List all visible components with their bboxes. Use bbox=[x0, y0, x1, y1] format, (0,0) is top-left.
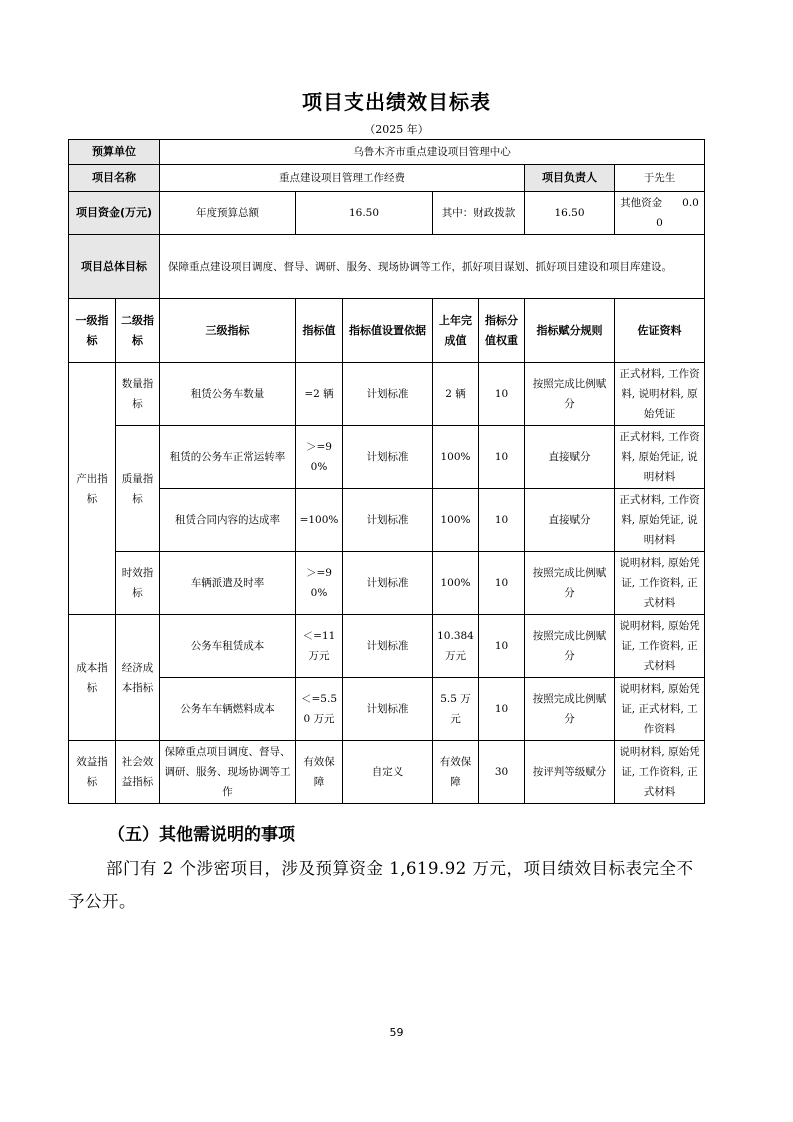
indicator-rule: 按照完成比例赋分 bbox=[525, 678, 615, 741]
col-level2: 二级指标 bbox=[116, 299, 160, 363]
table-row bbox=[69, 489, 705, 552]
performance-table bbox=[68, 139, 705, 804]
indicator-value: ＞=90% bbox=[296, 552, 343, 615]
indicator-rule: 按照完成比例赋分 bbox=[525, 615, 615, 678]
indicator-name: 租赁合同内容的达成率 bbox=[160, 489, 296, 552]
col-evidence: 佐证资料 bbox=[615, 299, 705, 363]
level2-quality: 质量指标 bbox=[116, 426, 160, 552]
indicator-name: 公务车车辆燃料成本 bbox=[160, 678, 296, 741]
fiscal-label: 其中：财政拨款 bbox=[433, 192, 525, 235]
project-goal-value: 保障重点建设项目调度、督导、调研、服务、现场协调等工作，抓好项目谋划、抓好项目建设和项目库建设。 bbox=[160, 235, 705, 299]
indicator-weight: 10 bbox=[479, 363, 525, 426]
table-row bbox=[69, 426, 705, 489]
indicator-basis: 计划标准 bbox=[343, 363, 433, 426]
indicator-rule: 直接赋分 bbox=[525, 426, 615, 489]
indicator-weight: 10 bbox=[479, 552, 525, 615]
budget-unit-value: 乌鲁木齐市重点建设项目管理中心 bbox=[160, 140, 705, 165]
indicator-last: 有效保障 bbox=[433, 741, 479, 804]
indicator-last: 100% bbox=[433, 426, 479, 489]
level1-output: 产出指标 bbox=[69, 363, 116, 615]
indicator-basis: 计划标准 bbox=[343, 426, 433, 489]
col-last-year: 上年完成值 bbox=[433, 299, 479, 363]
indicator-evidence: 正式材料, 工作资料, 原始凭证, 说明材料 bbox=[615, 489, 705, 552]
project-funds-label: 项目资金(万元) bbox=[69, 192, 160, 235]
indicator-basis: 计划标准 bbox=[343, 678, 433, 741]
indicator-rule: 直接赋分 bbox=[525, 489, 615, 552]
indicator-last: 5.5 万元 bbox=[433, 678, 479, 741]
indicator-weight: 10 bbox=[479, 489, 525, 552]
indicator-rule: 按照完成比例赋分 bbox=[525, 363, 615, 426]
indicator-basis: 计划标准 bbox=[343, 552, 433, 615]
other-funds-label-value bbox=[615, 192, 705, 235]
indicator-basis: 计划标准 bbox=[343, 489, 433, 552]
table-row bbox=[69, 552, 705, 615]
indicator-evidence: 说明材料, 原始凭证, 工作资料, 正式材料 bbox=[615, 615, 705, 678]
indicator-evidence: 说明材料, 原始凭证, 正式材料, 工作资料 bbox=[615, 678, 705, 741]
level2-timeliness: 时效指标 bbox=[116, 552, 160, 615]
fiscal-value: 16.50 bbox=[525, 192, 615, 235]
table-row bbox=[69, 678, 705, 741]
indicator-value: ＜=5.50 万元 bbox=[296, 678, 343, 741]
section-heading: （五）其他需说明的事项 bbox=[108, 825, 295, 845]
col-basis: 指标值设置依据 bbox=[343, 299, 433, 363]
page-number: 59 bbox=[389, 1026, 404, 1039]
project-name-label: 项目名称 bbox=[69, 165, 160, 192]
col-value: 指标值 bbox=[296, 299, 343, 363]
col-level3: 三级指标 bbox=[160, 299, 296, 363]
indicator-value: =2 辆 bbox=[296, 363, 343, 426]
indicator-weight: 10 bbox=[479, 615, 525, 678]
project-name-value: 重点建设项目管理工作经费 bbox=[160, 165, 525, 192]
indicator-name: 公务车租赁成本 bbox=[160, 615, 296, 678]
year-label: （2025 年） bbox=[364, 123, 429, 136]
table-row bbox=[69, 615, 705, 678]
table-row bbox=[69, 363, 705, 426]
level2-economic: 经济成本指标 bbox=[116, 615, 160, 741]
level2-quantity: 数量指标 bbox=[116, 363, 160, 426]
indicator-name: 租赁的公务车正常运转率 bbox=[160, 426, 296, 489]
indicator-last: 2 辆 bbox=[433, 363, 479, 426]
table-row bbox=[69, 741, 705, 804]
indicator-evidence: 说明材料, 原始凭证, 工作资料, 正式材料 bbox=[615, 741, 705, 804]
indicator-value: ＜=11 万元 bbox=[296, 615, 343, 678]
level1-benefit: 效益指标 bbox=[69, 741, 116, 804]
body-paragraph: 部门有 2 个涉密项目，涉及预算资金 1,619.92 万元，项目绩效目标表完全不予公开。 bbox=[68, 859, 694, 911]
indicator-last: 100% bbox=[433, 552, 479, 615]
indicator-weight: 10 bbox=[479, 678, 525, 741]
indicator-name: 租赁公务车数量 bbox=[160, 363, 296, 426]
indicator-value: 有效保障 bbox=[296, 741, 343, 804]
other-funds-value: 0.00 bbox=[656, 197, 699, 229]
level1-cost: 成本指标 bbox=[69, 615, 116, 741]
indicator-weight: 10 bbox=[479, 426, 525, 489]
indicator-value: ＞=90% bbox=[296, 426, 343, 489]
page-title: 项目支出绩效目标表 bbox=[302, 90, 491, 114]
indicator-evidence: 说明材料, 原始凭证, 工作资料, 正式材料 bbox=[615, 552, 705, 615]
indicator-last: 10.384 万元 bbox=[433, 615, 479, 678]
project-leader-label: 项目负责人 bbox=[525, 165, 615, 192]
other-funds-label: 其他资金 bbox=[620, 197, 663, 209]
indicator-rule: 按照完成比例赋分 bbox=[525, 552, 615, 615]
col-weight: 指标分值权重 bbox=[479, 299, 525, 363]
indicator-evidence: 正式材料, 工作资料, 说明材料, 原始凭证 bbox=[615, 363, 705, 426]
col-level1: 一级指标 bbox=[69, 299, 116, 363]
indicator-weight: 30 bbox=[479, 741, 525, 804]
indicator-last: 100% bbox=[433, 489, 479, 552]
indicator-evidence: 正式材料, 工作资料, 原始凭证, 说明材料 bbox=[615, 426, 705, 489]
col-rule: 指标赋分规则 bbox=[525, 299, 615, 363]
indicator-rule: 按评判等级赋分 bbox=[525, 741, 615, 804]
project-goal-label: 项目总体目标 bbox=[69, 235, 160, 299]
level2-social: 社会效益指标 bbox=[116, 741, 160, 804]
budget-unit-label: 预算单位 bbox=[69, 140, 160, 165]
indicator-name: 保障重点项目调度、督导、调研、服务、现场协调等工作 bbox=[160, 741, 296, 804]
annual-total-value: 16.50 bbox=[296, 192, 433, 235]
indicator-value: =100% bbox=[296, 489, 343, 552]
indicator-basis: 计划标准 bbox=[343, 615, 433, 678]
annual-total-label: 年度预算总额 bbox=[160, 192, 296, 235]
indicator-basis: 自定义 bbox=[343, 741, 433, 804]
project-leader-value: 于先生 bbox=[615, 165, 705, 192]
indicator-name: 车辆派遣及时率 bbox=[160, 552, 296, 615]
